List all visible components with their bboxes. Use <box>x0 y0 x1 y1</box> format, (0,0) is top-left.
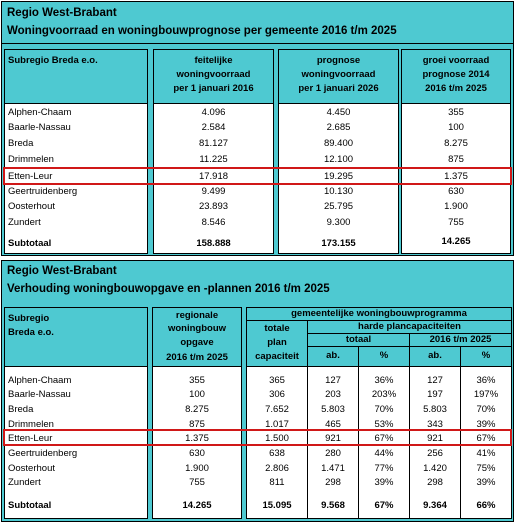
table1-row-groei: 100 <box>448 122 464 133</box>
table1-subtotal-voorraad: 158.888 <box>196 238 231 249</box>
table2-row-name: Alphen-Chaam <box>8 375 72 386</box>
table1-row-name: Alphen-Chaam <box>8 107 72 118</box>
table2-row-name: Oosterhout <box>8 463 55 474</box>
table2-row-opgave: 100 <box>189 389 205 400</box>
table1-subtotal-groei: 14.265 <box>441 236 471 247</box>
table2-row-ab-periode: 1.420 <box>423 463 447 474</box>
table2-row-totale: 1.017 <box>265 419 289 430</box>
table2-header-ab-periode: ab. <box>409 346 461 367</box>
table1-row-groei: 875 <box>448 154 464 165</box>
table2-row-ab-periode: 343 <box>427 419 443 430</box>
table1-row-name: Geertruidenberg <box>8 186 78 197</box>
table2-row-pct-totaal: 53% <box>374 419 394 430</box>
table1-row-name: Breda <box>8 138 34 149</box>
table2-row-ab-totaal: 1.471 <box>321 463 345 474</box>
table2-row-pct-totaal: 203% <box>371 389 397 400</box>
table1-header-feitelijke: feitelijke woningvoorraad per 1 januari 2016 <box>153 49 274 104</box>
table2-row-opgave: 755 <box>189 477 205 488</box>
table2-header-opgave: regionale woningbouw opgave 2016 t/m 2025 <box>152 307 242 367</box>
table2-header-pct-periode: % <box>460 346 512 367</box>
table2-subtotal-name: Subtotaal <box>8 500 52 511</box>
table1-row-groei: 630 <box>448 186 464 197</box>
table2-subtotal-pct-periode: 66% <box>476 500 496 511</box>
table1-row-voorraad: 17.918 <box>198 171 229 182</box>
table1-row-groei: 1.900 <box>444 201 468 212</box>
table2-row-totale: 2.806 <box>265 463 289 474</box>
table1-row-groei: 355 <box>448 107 464 118</box>
table2-title-subject: Verhouding woningbouwopgave en -plannen 2016 t/m 2025 <box>7 283 330 295</box>
table1-row-voorraad: 4.096 <box>201 107 226 118</box>
table2-header-subregio: Subregio Breda e.o. <box>4 307 148 367</box>
table1-section <box>1 1 514 256</box>
table1-subtotal-label: Subtotaal <box>8 238 52 249</box>
table2-row-opgave: 875 <box>189 419 205 430</box>
table1-row-name: Oosterhout <box>8 201 55 212</box>
table1-row-groei: 8.275 <box>444 138 468 149</box>
table2-row-pct-totaal: 39% <box>374 477 394 488</box>
table2-row-name: Breda <box>8 404 34 415</box>
table1-row-prognose: 2.685 <box>326 122 351 133</box>
table2-row-pct-periode: 67% <box>476 433 496 444</box>
table2-row-pct-periode: 41% <box>476 448 496 459</box>
table1-row-prognose: 12.100 <box>323 154 354 165</box>
table1-row-prognose: 89.400 <box>323 138 354 149</box>
table2-row-ab-periode: 197 <box>427 389 443 400</box>
table2-header-totaal: totaal <box>307 333 410 347</box>
table2-header-harde: harde plancapaciteiten <box>307 320 512 334</box>
table2-row-name: Drimmelen <box>8 419 54 430</box>
table1-row-groei: 1.375 <box>444 171 468 182</box>
table2-header-pct-totaal: % <box>358 346 410 367</box>
table1-title-region: Regio West-Brabant <box>7 7 117 19</box>
table2-section <box>1 260 514 522</box>
table2-row-pct-totaal: 77% <box>374 463 394 474</box>
table2-title-region: Regio West-Brabant <box>7 265 117 277</box>
table2-subtotal-totale: 15.095 <box>262 500 292 511</box>
table2-row-pct-totaal: 70% <box>374 404 394 415</box>
table2-row-pct-periode: 39% <box>476 419 496 430</box>
table2-row-name: Baarle-Nassau <box>8 389 71 400</box>
table1-row-voorraad: 23.893 <box>198 201 229 212</box>
table1-row-voorraad: 8.546 <box>201 217 226 228</box>
table2-row-opgave: 1.375 <box>185 433 209 444</box>
table2-row-ab-periode: 5.803 <box>423 404 447 415</box>
table2-row-pct-totaal: 44% <box>374 448 394 459</box>
table1-row-prognose: 10.130 <box>323 186 354 197</box>
table2-row-totale: 1.500 <box>265 433 289 444</box>
table2-subtotal-ab-totaal: 9.568 <box>321 500 345 511</box>
table2-row-ab-totaal: 298 <box>325 477 341 488</box>
table2-row-ab-periode: 256 <box>427 448 443 459</box>
table1-row-voorraad: 9.499 <box>201 186 226 197</box>
table2-header-group: gemeentelijke woningbouwprogramma <box>246 307 512 321</box>
table1-row-name: Baarle-Nassau <box>8 122 71 133</box>
table2-row-ab-totaal: 921 <box>325 433 341 444</box>
table1-header-prognose: prognose woningvoorraad per 1 januari 2026 <box>278 49 399 104</box>
table2-row-ab-periode: 127 <box>427 375 443 386</box>
table1-row-prognose: 25.795 <box>323 201 354 212</box>
table2-row-name: Etten-Leur <box>8 433 53 444</box>
table2-row-pct-periode: 39% <box>476 477 496 488</box>
table1-highlight-frame <box>3 167 512 185</box>
table2-row-ab-totaal: 203 <box>325 389 341 400</box>
table2-row-totale: 7.652 <box>265 404 289 415</box>
table1-header-groei: groei voorraad prognose 2014 2016 t/m 2025 <box>401 49 511 104</box>
table2-header-periode: 2016 t/m 2025 <box>409 333 512 347</box>
table2-row-ab-totaal: 280 <box>325 448 341 459</box>
table2-header-totale: totale plan capaciteit <box>246 320 308 367</box>
table1-row-prognose: 9.300 <box>326 217 351 228</box>
table2-row-pct-periode: 75% <box>476 463 496 474</box>
table2-highlight-frame <box>3 429 512 446</box>
table2-row-totale: 638 <box>269 448 285 459</box>
table2-row-name: Zundert <box>8 477 41 488</box>
table2-row-totale: 306 <box>269 389 285 400</box>
table2-row-pct-periode: 70% <box>476 404 496 415</box>
table2-row-opgave: 8.275 <box>185 404 209 415</box>
table1-row-name: Etten-Leur <box>8 171 53 182</box>
table2-row-pct-periode: 197% <box>473 389 499 400</box>
table2-row-opgave: 630 <box>189 448 205 459</box>
table2-row-ab-totaal: 465 <box>325 419 341 430</box>
table2-row-opgave: 1.900 <box>185 463 209 474</box>
table1-row-prognose: 4.450 <box>326 107 351 118</box>
table2-header-ab-totaal: ab. <box>307 346 359 367</box>
table2-row-totale: 811 <box>269 477 285 488</box>
table2-row-pct-periode: 36% <box>476 375 496 386</box>
table1-row-name: Drimmelen <box>8 154 54 165</box>
table1-subtotal-prognose: 173.155 <box>321 238 356 249</box>
table1-row-groei: 755 <box>448 217 464 228</box>
table1-title-subject: Woningvoorraad en woningbouwprognose per gemeente 2016 t/m 2025 <box>7 25 397 37</box>
table2-subtotal-opgave: 14.265 <box>182 500 212 511</box>
table2-subtotal-ab-periode: 9.364 <box>423 500 447 511</box>
table2-row-ab-totaal: 127 <box>325 375 341 386</box>
table2-row-ab-periode: 921 <box>427 433 443 444</box>
table1-header-subregio: Subregio Breda e.o. <box>4 49 148 104</box>
table2-row-pct-totaal: 67% <box>374 433 394 444</box>
table1-row-prognose: 19.295 <box>323 171 354 182</box>
table2-row-totale: 365 <box>269 375 285 386</box>
table2-title-box <box>2 261 513 303</box>
table2-row-ab-totaal: 5.803 <box>321 404 345 415</box>
table2-row-pct-totaal: 36% <box>374 375 394 386</box>
table2-row-opgave: 355 <box>189 375 205 386</box>
table1-row-name: Zundert <box>8 217 41 228</box>
table1-row-voorraad: 81.127 <box>198 138 229 149</box>
table1-title-box <box>2 2 513 44</box>
table2-subtotal-pct-totaal: 67% <box>374 500 394 511</box>
table1-row-voorraad: 2.584 <box>201 122 226 133</box>
table2-row-name: Geertruidenberg <box>8 448 78 459</box>
table1-row-voorraad: 11.225 <box>199 154 228 165</box>
table2-row-ab-periode: 298 <box>427 477 443 488</box>
